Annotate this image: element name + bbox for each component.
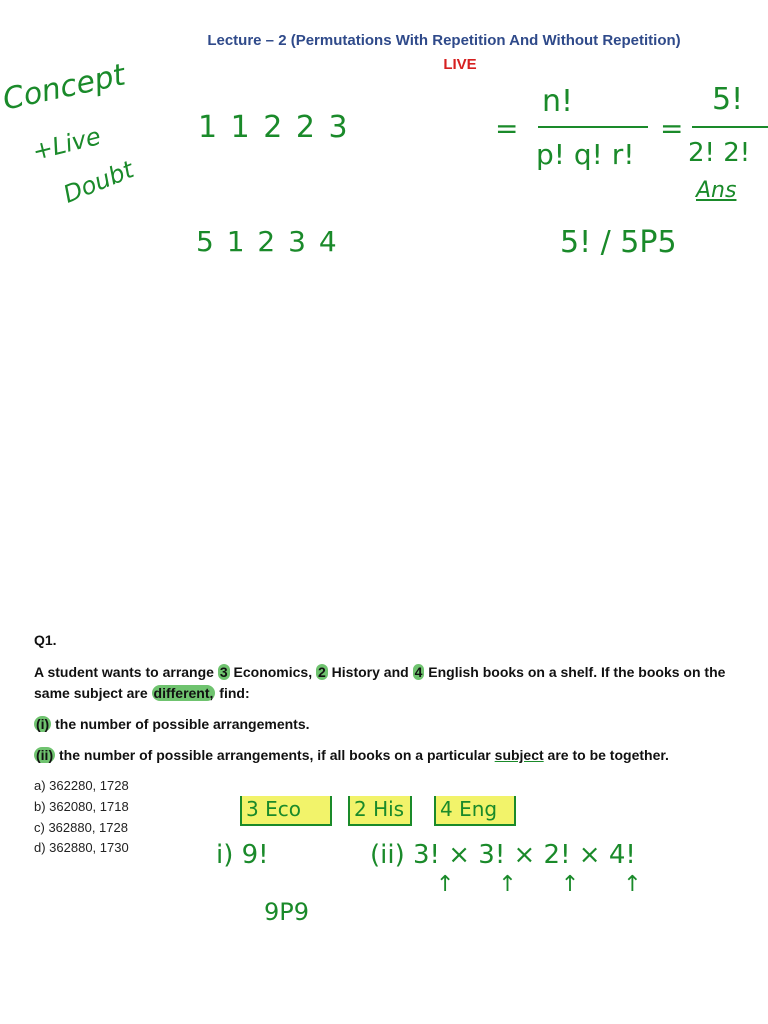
- result-denominator: 2! 2!: [688, 138, 751, 168]
- handwritten-answer: Ans: [696, 178, 737, 203]
- live-label: LIVE: [443, 56, 477, 73]
- part-2-text: the number of possible arrangements, if all books on a particular: [55, 747, 495, 763]
- formula-numerator: n!: [542, 84, 574, 119]
- question-text-part: A student wants to arrange: [34, 664, 218, 680]
- part-2-text: are to be together.: [543, 747, 669, 763]
- question-text-part: Economics,: [229, 664, 316, 680]
- group-box-english: 4 Eng: [434, 796, 516, 826]
- highlight-3: 3: [219, 664, 228, 680]
- handwritten-doubt: Doubt: [59, 155, 138, 209]
- fraction-line-1: [538, 126, 648, 128]
- handwritten-sequence-1: 1 1 2 2 3: [198, 110, 350, 145]
- arrow-marks: ↑↑↑↑: [436, 872, 686, 897]
- option-a[interactable]: a) 362280, 1728: [34, 778, 129, 793]
- handwritten-live: +Live: [29, 122, 104, 166]
- option-c[interactable]: c) 362880, 1728: [34, 820, 128, 835]
- option-b[interactable]: b) 362080, 1718: [34, 799, 129, 814]
- question-part-1: [34, 716, 310, 732]
- formula-denominator: p! q! r!: [536, 138, 635, 171]
- lecture-title: Lecture – 2 (Permutations With Repetition And Without Repetition): [207, 32, 681, 49]
- question-text: [34, 662, 734, 704]
- option-d[interactable]: d) 362880, 1730: [34, 840, 129, 855]
- part-1-marker: (i): [36, 716, 50, 732]
- equals-sign-2: =: [660, 112, 684, 145]
- handwritten-concept: Concept: [0, 57, 129, 118]
- question-text-part: History and: [327, 664, 413, 680]
- result-numerator: 5!: [712, 82, 744, 117]
- highlight-4: 4: [414, 664, 423, 680]
- question-text-part: English books on a shelf. If the books on the same subject are: [34, 664, 726, 701]
- solution-part-1: i) 9!: [216, 840, 269, 870]
- solution-part-2: (ii) 3! × 3! × 2! × 4!: [370, 840, 636, 870]
- handwritten-9p9: 9P9: [264, 898, 310, 926]
- underlined-subject: subject: [494, 747, 544, 763]
- fraction-line-2: [692, 126, 768, 128]
- handwritten-sequence-2: 5 1 2 3 4: [196, 225, 339, 258]
- part-1-text: the number of possible arrangements.: [51, 716, 310, 732]
- highlight-2: 2: [318, 664, 326, 680]
- highlight-different: different,: [153, 685, 214, 701]
- handwritten-expression: 5! / 5P5: [560, 225, 677, 260]
- question-label: Q1.: [34, 632, 57, 648]
- question-text-part: find:: [215, 685, 250, 701]
- part-2-marker: (ii): [36, 747, 54, 763]
- group-box-economics: 3 Eco: [240, 796, 332, 826]
- question-part-2: [34, 747, 669, 763]
- group-box-history: 2 His: [348, 796, 412, 826]
- equals-sign-1: =: [495, 112, 519, 145]
